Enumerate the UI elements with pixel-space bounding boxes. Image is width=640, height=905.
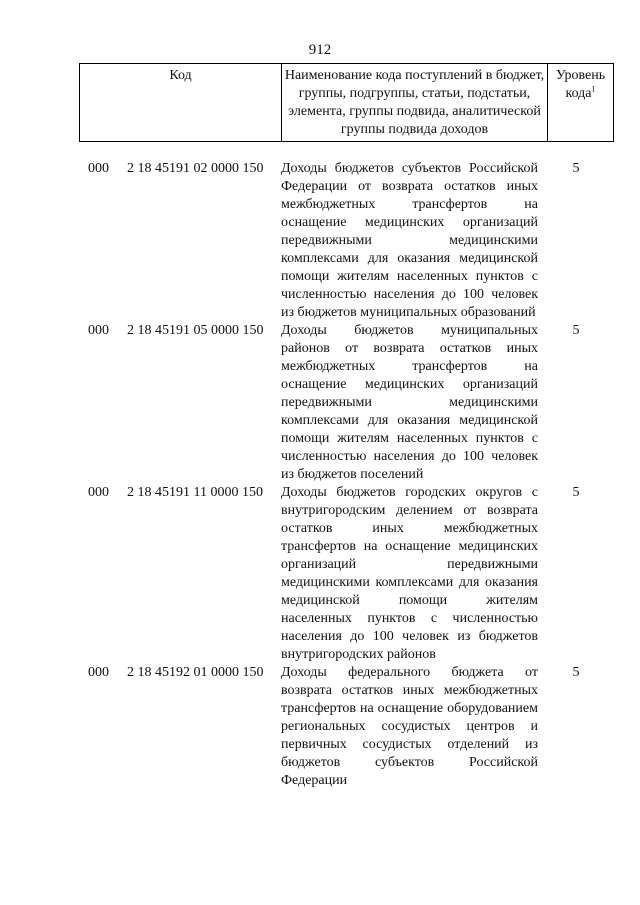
header-level-label: Уровень кода bbox=[555, 68, 606, 101]
row-level: 5 bbox=[572, 323, 580, 338]
row-name: Доходы федерального бюджета от возврата остатков иных межбюджетных трансфертов на оснащение оборудованием региональных сосудистых центров и первичных сосудистых отделений из бюджетов субъектов Российской Федерации bbox=[281, 665, 538, 788]
row-admin-code: 000 bbox=[88, 161, 109, 176]
row-code: 2 18 45191 05 0000 150 bbox=[127, 323, 264, 338]
row-admin-code: 000 bbox=[88, 485, 109, 500]
row-level: 5 bbox=[572, 665, 580, 680]
row-code: 2 18 45192 01 0000 150 bbox=[127, 665, 264, 680]
table-row bbox=[0, 484, 640, 664]
page-number: 912 bbox=[308, 42, 332, 58]
row-name: Доходы бюджетов городских округов с внутригородским делением от возврата остатков иных межбюджетных трансфертов на оснащение медицинских организаций передвижными медицинскими комплексами для оказания медицинской помощи жителям населенных пунктов с численностью населения до 100 человек из бюджетов внутригородских районов bbox=[281, 485, 538, 662]
row-code: 2 18 45191 11 0000 150 bbox=[127, 485, 263, 500]
header-level-footnote: 1 bbox=[591, 84, 596, 94]
header-level bbox=[548, 64, 614, 142]
row-name: Доходы бюджетов субъектов Российской Федерации от возврата остатков иных межбюджетных трансфертов на оснащение медицинских организаций передвижными медицинскими комплексами для оказания медицинской помощи жителям населенных пунктов с численностью населения до 100 человек из бюджетов муниципальных образований bbox=[281, 161, 538, 320]
row-level: 5 bbox=[572, 485, 580, 500]
table-row bbox=[0, 160, 640, 322]
row-admin-code: 000 bbox=[88, 665, 109, 680]
row-admin-code: 000 bbox=[88, 323, 109, 338]
table-body bbox=[0, 160, 640, 790]
row-code: 2 18 45191 02 0000 150 bbox=[127, 161, 264, 176]
row-name: Доходы бюджетов муниципальных районов от возврата остатков иных межбюджетных трансфертов на оснащение медицинских организаций передвижными медицинскими комплексами для оказания медицинской помощи жителям населенных пунктов с численностью населения до 100 человек из бюджетов поселений bbox=[281, 323, 538, 482]
header-name: Наименование кода поступлений в бюджет, группы, подгруппы, статьи, подстатьи, элемента, группы подвида, аналитической группы подвида доходов bbox=[282, 64, 548, 142]
table-row bbox=[0, 322, 640, 484]
header-code: Код bbox=[80, 64, 282, 142]
row-level: 5 bbox=[572, 161, 580, 176]
table-header-row bbox=[80, 64, 614, 142]
table-row bbox=[0, 664, 640, 790]
table-header bbox=[79, 63, 614, 142]
